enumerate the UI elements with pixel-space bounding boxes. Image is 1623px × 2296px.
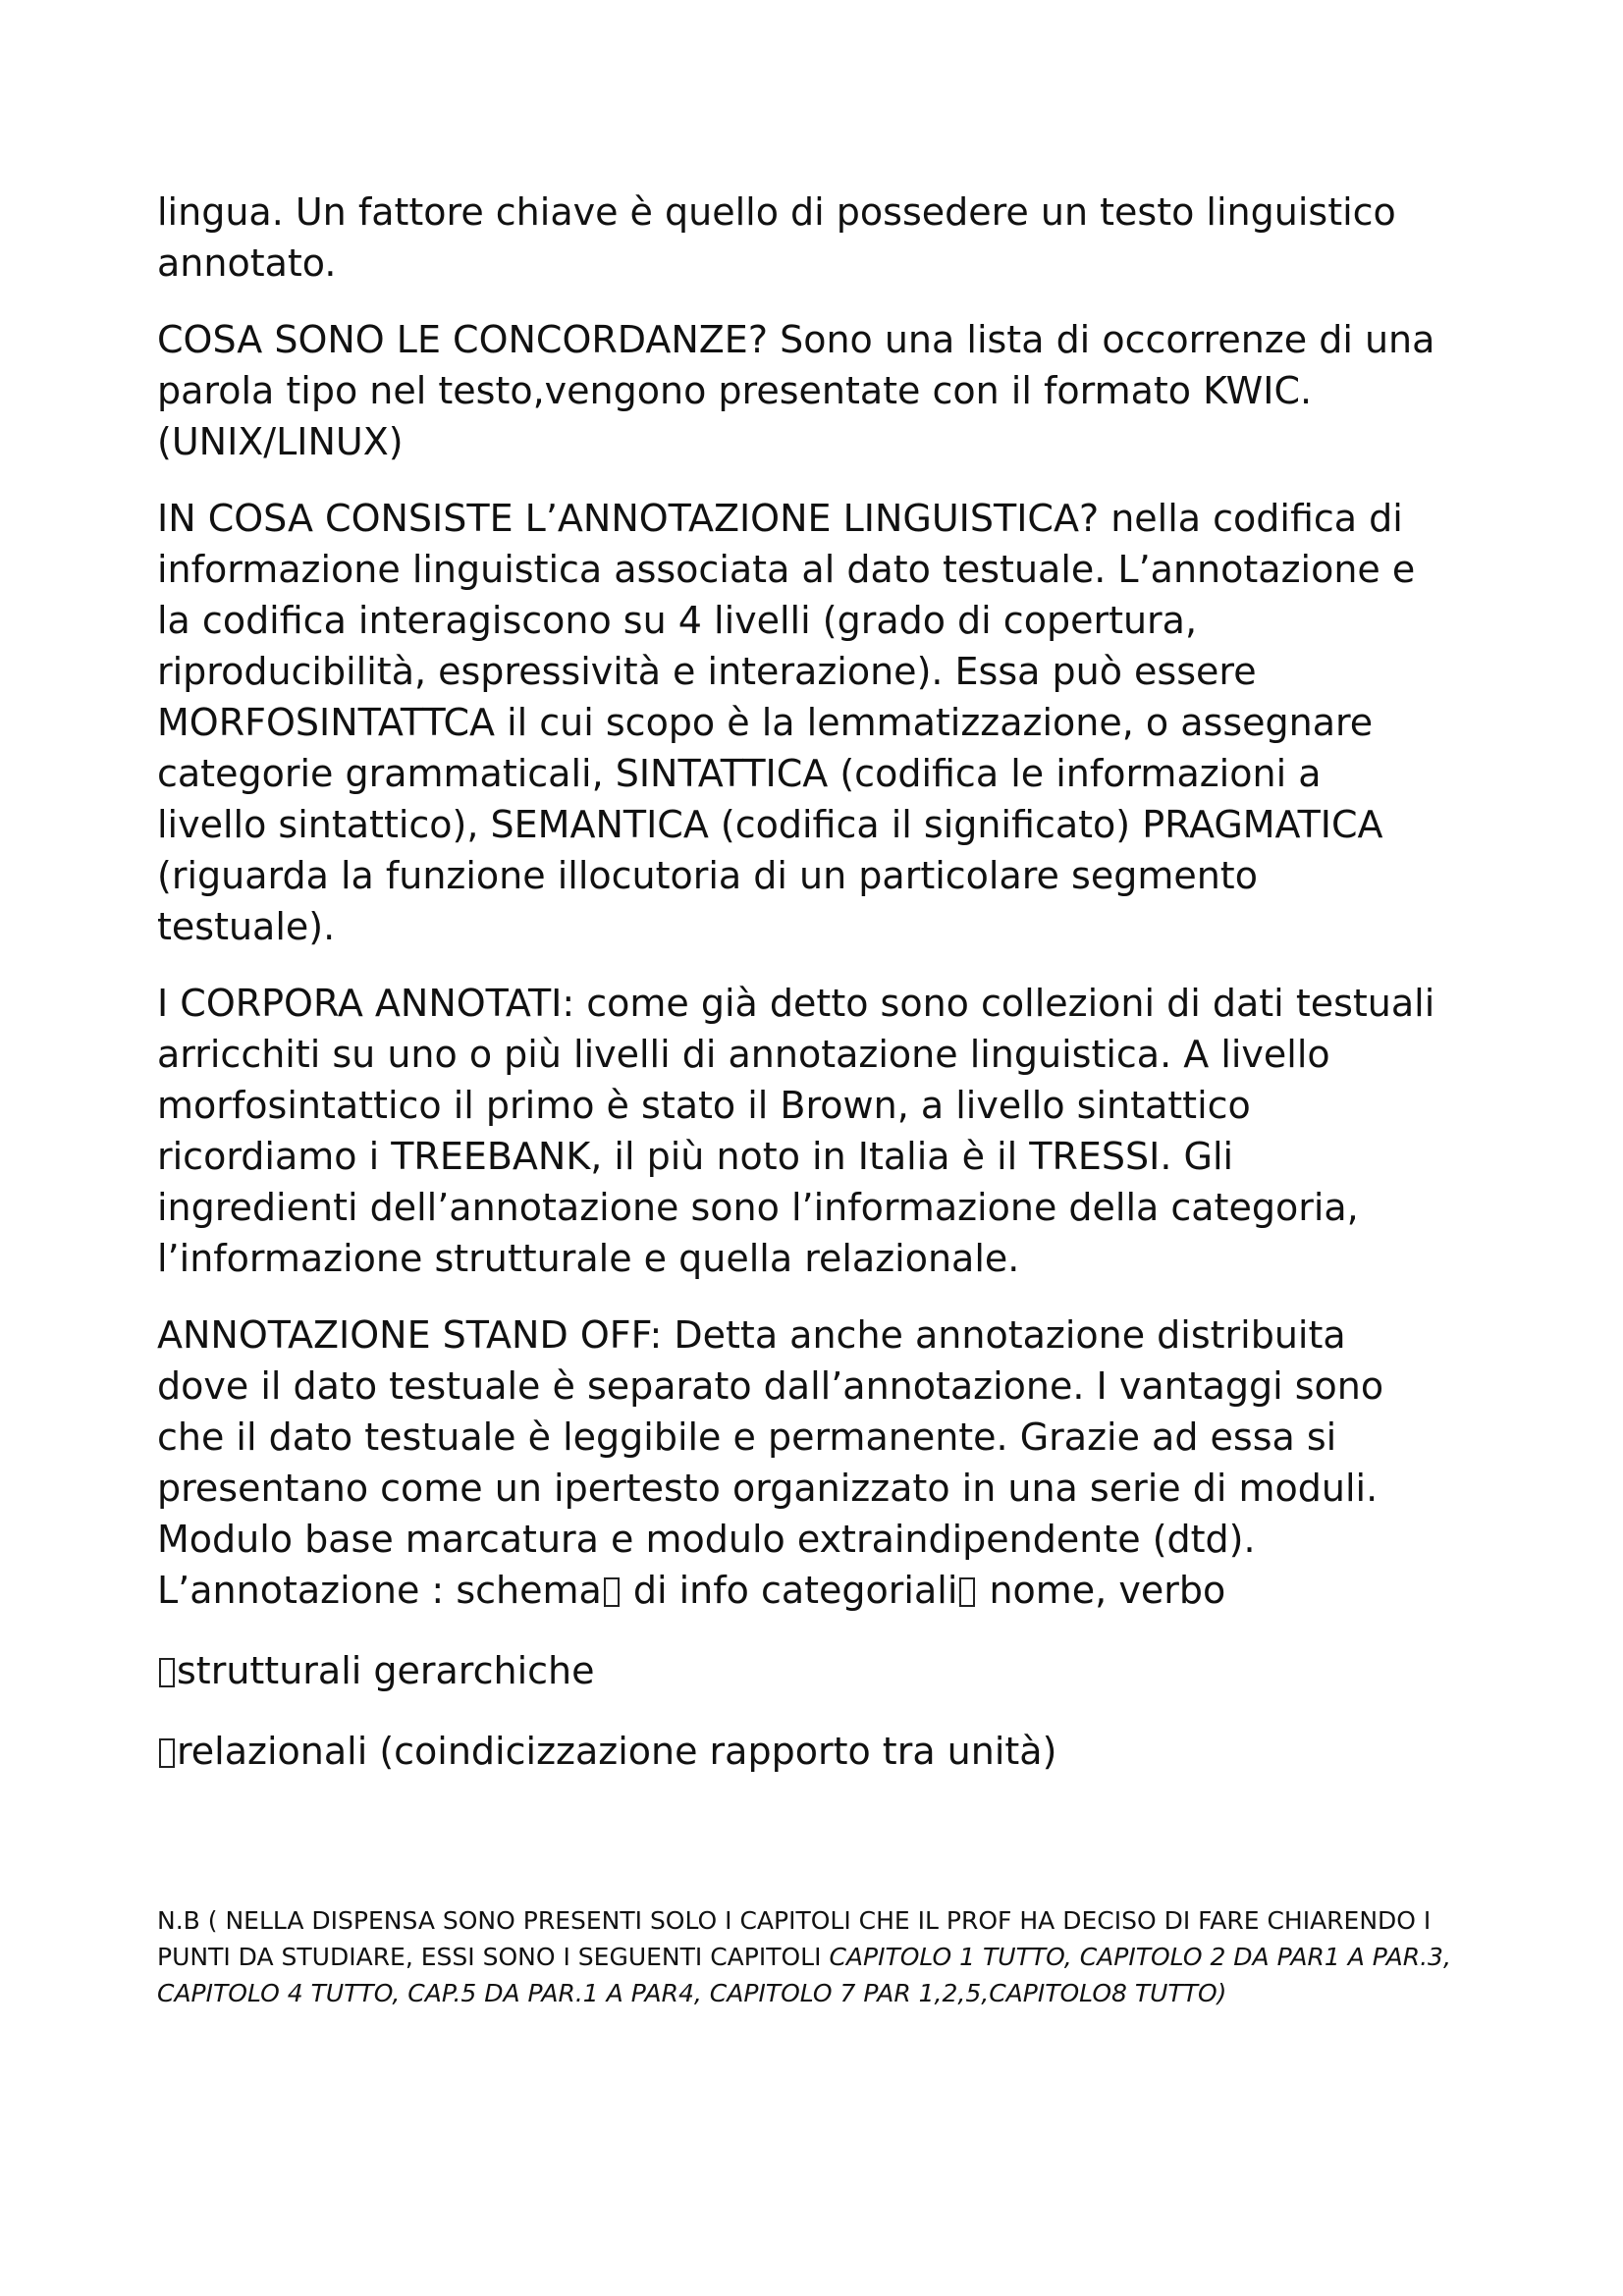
paragraph-annotazione-linguistica: IN COSA CONSISTE L’ANNOTAZIONE LINGUISTICA? nella codifica di informazione linguistica associata al dato testuale. L’annotazione e la codifica interagiscono su 4 livelli (grado di copertura, riproducibilità, espressività e interazione). Essa può essere MORFOSINTATTCA il cui scopo è la lemmatizzazione, o assegnare categorie grammaticali, SINTATTICA (codifica le informazioni a livello sintattico), SEMANTICA (codifica il significato) PRAGMATICA (riguarda la funzione illocutoria di un particolare segmento testuale).	[157, 497, 1416, 948]
schema-text-b: di info categoriali	[621, 1569, 958, 1612]
footnote-chapter-list: CAPITOLO 1 TUTTO, CAPITOLO 2 DA PAR1 A PAR.3, CAPITOLO 4 TUTTO, CAP.5 DA PAR.1 A PAR4, CAPITOLO 7 PAR 1,2,5,CAPITOLO8 TUTTO)	[157, 1943, 1451, 2007]
paragraph-intro: lingua. Un fattore chiave è quello di possedere un testo linguistico annotato.	[157, 190, 1396, 285]
footnote-lead: N.B ( NELLA DISPENSA SONO PRESENTI SOLO I CAPITOLI CHE IL PROF HA DECISO DI FARE CHIARENDO I PUNTI DA STUDIARE, ESSI SONO I SEGUENTI CAPITOLI	[157, 1906, 1432, 1971]
missing-glyph-icon	[159, 1658, 175, 1687]
missing-glyph-icon	[604, 1577, 620, 1607]
document-body	[157, 187, 1492, 1806]
missing-glyph-icon	[959, 1577, 975, 1607]
paragraph-stand-off	[157, 1309, 1492, 1565]
paragraph-concordanze: COSA SONO LE CONCORDANZE? Sono una lista di occorrenze di una parola tipo nel testo,vengono presentate con il formato KWIC. (UNIX/LINUX)	[157, 318, 1435, 463]
paragraph-relazionali	[157, 1726, 1492, 1777]
schema-text-a: L’annotazione : schema	[157, 1569, 602, 1612]
relazionali-text: relazionali (coindicizzazione rapporto tra unità)	[177, 1730, 1057, 1773]
paragraph-strutturali	[157, 1645, 1492, 1696]
footnote	[157, 1902, 1492, 2011]
strutturali-text: strutturali gerarchiche	[177, 1649, 595, 1692]
schema-text-c: nome, verbo	[977, 1569, 1226, 1612]
paragraph-corpora-annotati: I CORPORA ANNOTATI: come già detto sono collezioni di dati testuali arricchiti su uno o più livelli di annotazione linguistica. A livello morfosintattico il primo è stato il Brown, a livello sintattico ricordiamo i TREEBANK, il più noto in Italia è il TRESSI. Gli ingredienti dell’annotazione sono l’informazione della categoria, l’informazione strutturale e quella relazionale.	[157, 982, 1435, 1280]
missing-glyph-icon	[159, 1738, 175, 1768]
stand-off-text: ANNOTAZIONE STAND OFF: Detta anche annotazione distribuita dove il dato testuale è separato dall’annotazione. I vantaggi sono che il dato testuale è leggibile e permanente. Grazie ad essa si presentano come un ipertesto organizzato in una serie di moduli. Modulo base marcatura e modulo extraindipendente (dtd).	[157, 1313, 1384, 1561]
paragraph-schema-line	[157, 1565, 1492, 1616]
